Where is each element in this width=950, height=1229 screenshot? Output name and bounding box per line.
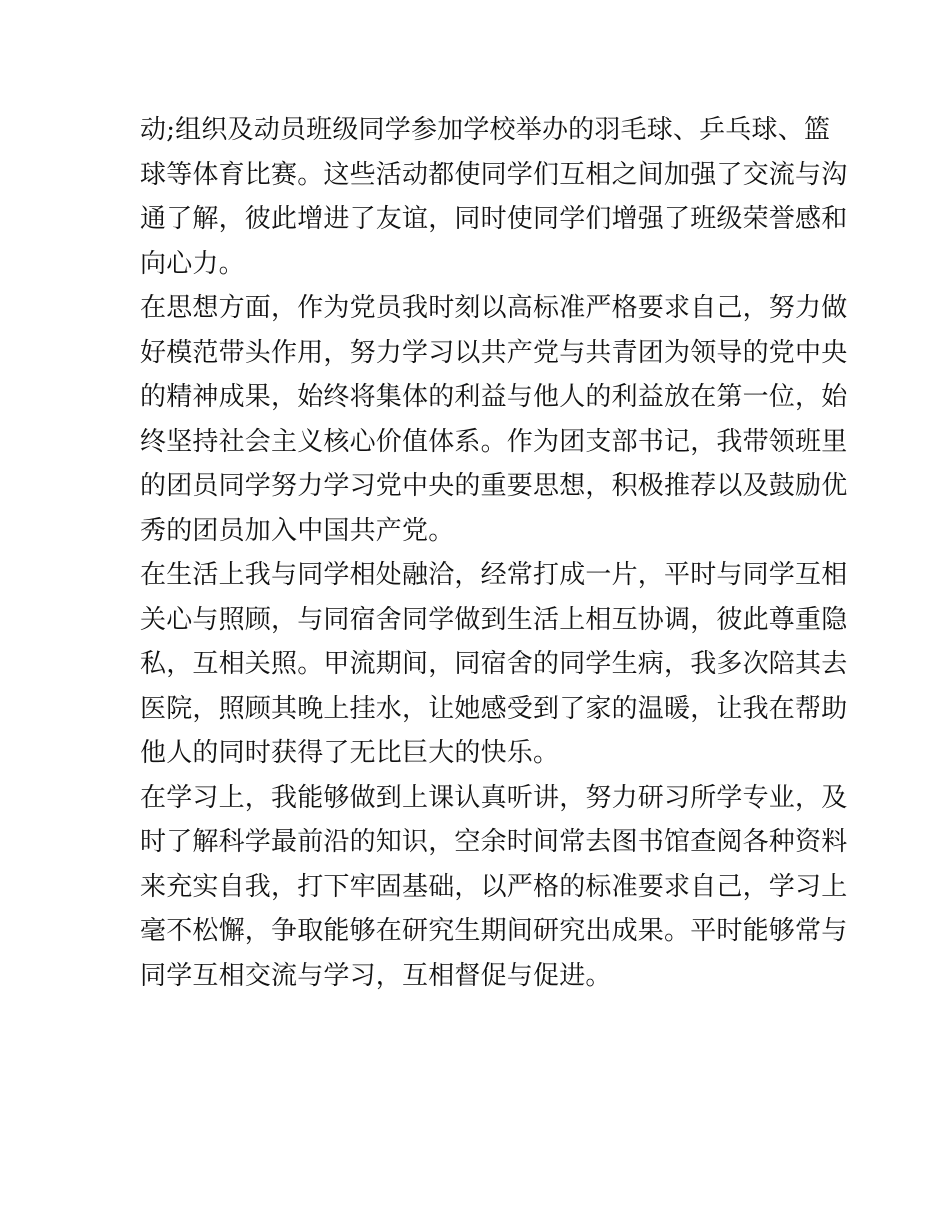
text-line: 医院，照顾其晚上挂水，让她感受到了家的温暖，让我在帮助 bbox=[140, 693, 848, 724]
document-body bbox=[140, 108, 848, 998]
text-line: 秀的团员加入中国共产党。 bbox=[140, 515, 455, 546]
text-line: 好模范带头作用，努力学习以共产党与共青团为领导的党中央 bbox=[140, 337, 848, 368]
text-line: 在学习上，我能够做到上课认真听讲，努力研习所学专业，及 bbox=[140, 782, 848, 813]
text-line: 动;组织及动员班级同学参加学校举办的羽毛球、乒乓球、篮 bbox=[140, 115, 831, 145]
text-line: 球等体育比赛。这些活动都使同学们互相之间加强了交流与沟 bbox=[140, 159, 848, 190]
text-line: 向心力。 bbox=[140, 248, 245, 279]
text-line: 关心与照顾，与同宿舍同学做到生活上相互协调，彼此尊重隐 bbox=[140, 604, 848, 635]
text-line: 毫不松懈，争取能够在研究生期间研究出成果。平时能够常与 bbox=[140, 916, 848, 946]
text-line: 私，互相关照。甲流期间，同宿舍的同学生病，我多次陪其去 bbox=[140, 649, 848, 679]
text-line: 时了解科学最前沿的知识，空余时间常去图书馆查阅各种资料 bbox=[140, 827, 848, 857]
text-line: 在生活上我与同学相处融洽，经常打成一片，平时与同学互相 bbox=[140, 560, 848, 590]
text-line: 同学互相交流与学习，互相督促与促进。 bbox=[140, 960, 612, 991]
text-line: 在思想方面，作为党员我时刻以高标准严格要求自己，努力做 bbox=[140, 293, 848, 323]
text-line: 他人的同时获得了无比巨大的快乐。 bbox=[140, 738, 560, 768]
text-line: 通了解，彼此增进了友谊，同时使同学们增强了班级荣誉感和 bbox=[140, 204, 848, 234]
text-line: 来充实自我，打下牢固基础，以严格的标准要求自己，学习上 bbox=[140, 871, 848, 902]
text-line: 的团员同学努力学习党中央的重要思想，积极推荐以及鼓励优 bbox=[140, 471, 848, 501]
text-line: 的精神成果，始终将集体的利益与他人的利益放在第一位，始 bbox=[140, 382, 848, 412]
text-line: 终坚持社会主义核心价值体系。作为团支部书记，我带领班里 bbox=[140, 426, 848, 457]
